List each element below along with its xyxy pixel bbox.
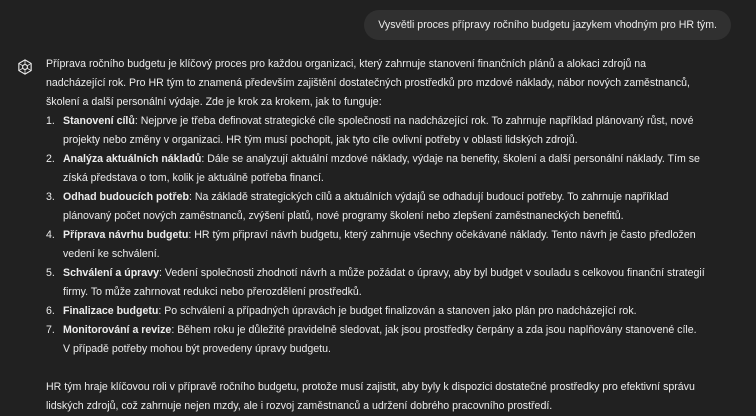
list-item: [46, 226, 706, 264]
list-item: [46, 150, 706, 188]
step-number: 2.: [46, 153, 55, 165]
step-text: : Nejprve je třeba definovat strategické cíle společnosti na nadcházející rok. To zahrnuje například plánovaný růst, nové projekty nebo změny v organizaci. HR tým musí pochopit, jak tyto cíle ovlivní potřeby v oblasti lidských zdrojů.: [63, 115, 694, 146]
step-text: : Vedení společnosti zhodnotí návrh a může požádat o úpravy, aby byl budget v souladu s celkovou finanční strategií firmy. To může zahrnovat redukci nebo přerozdělení prostředků.: [63, 267, 705, 298]
step-title: Finalizace budgetu: [63, 305, 159, 317]
step-number: 7.: [46, 324, 55, 336]
steps-list: [46, 112, 706, 359]
list-item: [46, 264, 706, 302]
step-title: Analýza aktuálních nákladů: [63, 153, 202, 165]
user-message-bubble: [364, 10, 731, 40]
list-item: [46, 321, 706, 359]
step-text: : Po schválení a případných úpravách je budget finalizován a stanoven jako plán pro nadcházející rok.: [158, 305, 637, 317]
response-intro: Příprava ročního budgetu je klíčový proces pro každou organizaci, který zahrnuje stanovení finančních plánů a alokaci zdrojů na nadcházející rok. Pro HR tým to znamená především zajištění dostatečných prostředků pro mzdové náklady, nábor nových zaměstnanců, školení a další personální výdaje. Zde je krok za krokem, jak to funguje:: [46, 58, 690, 108]
step-number: 3.: [46, 191, 55, 203]
step-title: Stanovení cílů: [63, 115, 135, 127]
list-item: [46, 188, 706, 226]
response-conclusion: HR tým hraje klíčovou roli v přípravě ročního budgetu, protože musí zajistit, aby byly k dispozici dostatečné prostředky pro efektivní správu lidských zdrojů, což zahrnuje nejen mzdy, ale i rozvoj zaměstnanců a udržení dobrého pracovního prostředí.: [46, 381, 695, 412]
list-item: [46, 302, 706, 321]
step-title: Schválení a úpravy: [63, 267, 159, 279]
list-item: [46, 112, 706, 150]
step-text: : Dále se analyzují aktuální mzdové náklady, výdaje na benefity, školení a další personální náklady. Tím se získá představa o tom, kolik je aktuálně potřeba financí.: [63, 153, 700, 184]
step-number: 1.: [46, 115, 55, 127]
step-title: Příprava návrhu budgetu: [63, 229, 189, 241]
step-number: 6.: [46, 305, 55, 317]
step-title: Monitorování a revize: [63, 324, 172, 336]
step-text: : HR tým připraví návrh budgetu, který zahrnuje všechny očekávané náklady. Tento návrh je často předložen vedení ke schválení.: [63, 229, 696, 260]
step-number: 4.: [46, 229, 55, 241]
step-text: : Během roku je důležité pravidelně sledovat, jak jsou prostředky čerpány a zda jsou naplňovány stanovené cíle. V případě potřeby mohou být provedeny úpravy budgetu.: [63, 324, 697, 355]
user-message-text: Vysvětli proces přípravy ročního budgetu jazykem vhodným pro HR tým.: [378, 19, 717, 31]
step-text: : Na základě strategických cílů a aktuálních výdajů se odhadují budoucí potřeby. To zahrnuje například plánovaný počet nových zaměstnanců, zvýšení platů, nové programy školení nebo zlepšení zaměstnaneckých benefitů.: [63, 191, 669, 222]
assistant-response: [46, 55, 706, 416]
step-number: 5.: [46, 267, 55, 279]
openai-logo-icon: [16, 58, 34, 76]
step-title: Odhad budoucích potřeb: [63, 191, 189, 203]
